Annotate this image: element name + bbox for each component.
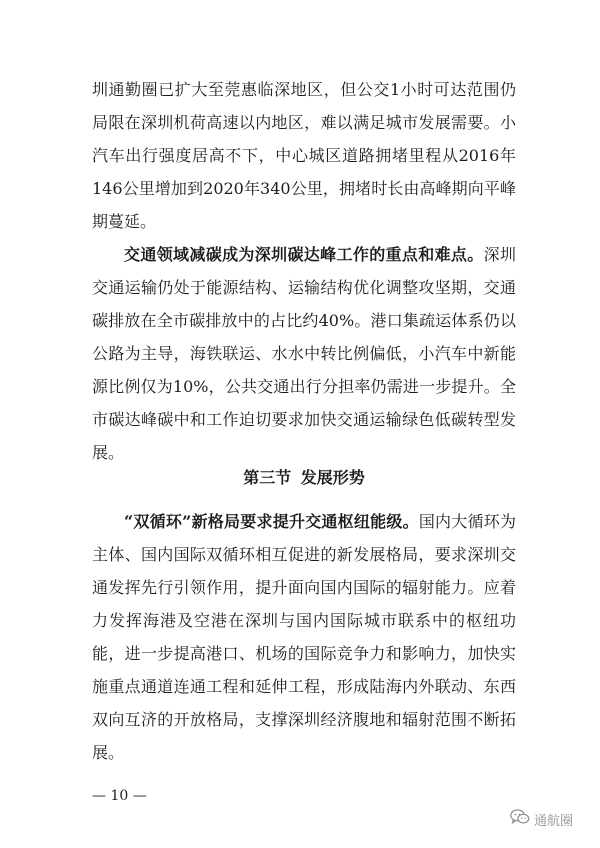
paragraph-carbon	[92, 238, 516, 469]
page-number: — 10 —	[92, 788, 147, 804]
paragraph-commute	[92, 73, 516, 238]
wechat-icon	[510, 808, 530, 830]
paragraph-carbon-lead: 交通领域减碳成为深圳碳达峰工作的重点和难点。	[124, 245, 484, 264]
paragraph-carbon-body: 深圳交通运输仍处于能源结构、运输结构优化调整攻坚期，交通碳排放在全市碳排放中的占比约40%。港口集疏运体系仍以公路为主导，海铁联运、水水中转比例偏低，小汽车中新能源比例仅为10%，公共交通出行分担率仍需进一步提升。全市碳达峰碳中和工作迫切要求加快交通运输绿色低碳转型发展。	[92, 245, 516, 462]
paragraph-dual-circulation-lead: “双循环”新格局要求提升交通枢纽能级。	[124, 512, 419, 531]
paragraph-commute-text: 圳通勤圈已扩大至莞惠临深地区，但公交1小时可达范围仍局限在深圳机荷高速以内地区，难以满足城市发展需要。小汽车出行强度居高不下，中心城区道路拥堵里程从2016年146公里增加到2020年340公里，拥堵时长由高峰期向平峰期蔓延。	[92, 80, 516, 231]
watermark	[510, 808, 573, 830]
paragraph-dual-circulation-body: 国内大循环为主体、国内国际双循环相互促进的新发展格局，要求深圳交通发挥先行引领作用，提升面向国内国际的辐射能力。应着力发挥海港及空港在深圳与国内国际城市联系中的枢纽功能，进一步提高港口、机场的国际竞争力和影响力，加快实施重点通道连通工程和延伸工程，形成陆海内外联动、东西双向互济的开放格局，支撑深圳经济腹地和辐射范围不断拓展。	[92, 512, 516, 762]
section-title: 第三节 发展形势	[243, 468, 365, 487]
paragraph-dual-circulation	[92, 505, 516, 769]
watermark-text: 通航圈	[534, 813, 574, 829]
